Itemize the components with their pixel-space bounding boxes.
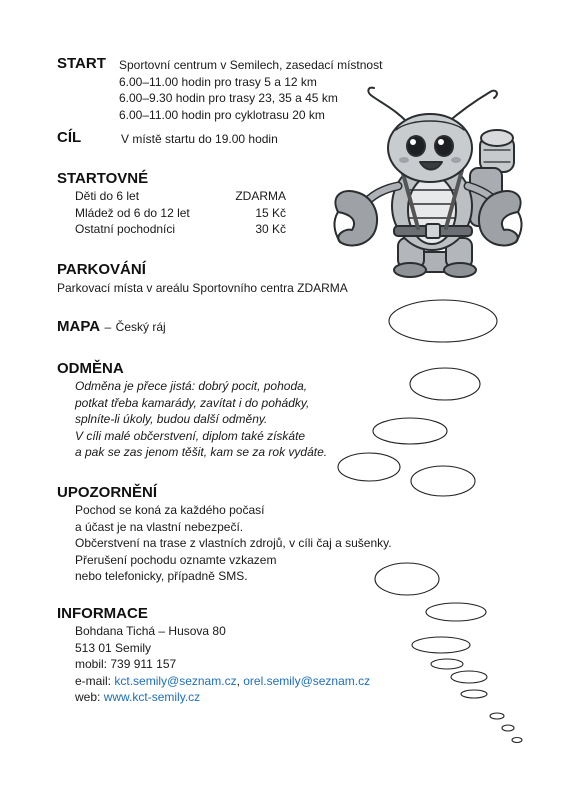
contact-mobile [75,656,370,673]
price-row [75,188,286,205]
thought-bubble [502,725,514,731]
poem-line: splníte-li úkoly, budou další odměny. [75,412,268,426]
price-category: Mládež od 6 do 12 let [75,205,190,220]
cil-heading: CÍL [57,129,82,146]
contact-web [75,689,370,706]
contact-email [75,673,370,690]
contact-city: 513 01 Semily [75,640,152,655]
web-label: web: [75,690,101,704]
price-value: 15 Kč [255,205,286,220]
poem-line: potkat třeba kamarády, zavítat i do pohádky, [75,395,310,410]
poem-line: Odměna je přece jistá: dobrý pocit, pohoda, [75,379,308,393]
price-row [75,221,286,238]
price-category: Děti do 6 let [75,189,140,203]
mobile-label: mobil: [75,657,108,671]
mapa-dash: – [104,320,112,334]
start-time-cycle: 6.00–11.00 hodin pro cyklotrasu 20 km [119,107,325,122]
notice-line: Přerušení pochodu oznamte vzkazem [75,552,277,567]
email-link-kct[interactable]: kct.semily@seznam.cz [114,673,237,688]
mobile-number: 739 911 157 [110,657,177,671]
contact-name: Bohdana Tichá – Husova 80 [75,624,226,638]
thought-bubble [512,738,522,743]
thought-bubble [490,713,504,719]
price-category: Ostatní pochodníci [75,222,176,236]
poem-line: V cíli malé občerstvení, diplom také získáte [75,428,306,443]
startovne-heading: STARTOVNÉ [57,170,149,187]
thought-bubble [431,659,463,669]
price-value: 30 Kč [255,222,286,236]
notice-line: a účast je na vlastní nebezpečí. [75,519,244,534]
thought-bubble [426,603,486,621]
parkovani-heading: PARKOVÁNÍ [57,261,146,278]
upozorneni-text [75,502,392,585]
email-separator: , [236,673,244,688]
email-label: e-mail: [75,673,112,688]
email-link-orel[interactable]: orel.semily@seznam.cz [243,673,371,688]
mapa-text: Český ráj [115,320,166,334]
thought-bubble [389,300,497,342]
thought-bubble [412,637,470,653]
start-time-short: 6.00–11.00 hodin pro trasy 5 a 12 km [119,74,317,89]
odmena-poem [75,378,327,461]
thought-bubble [338,453,400,481]
mapa-heading: MAPA [57,318,101,335]
mapa-line [57,318,166,336]
parkovani-text: Parkovací místa v areálu Sportovního centra ZDARMA [57,281,348,295]
price-table [75,188,286,238]
notice-line: Občerstvení na trase z vlastních zdrojů, v cíli čaj a sušenky. [75,536,392,550]
upozorneni-heading: UPOZORNĚNÍ [57,484,158,501]
web-link[interactable]: www.kct-semily.cz [103,690,201,704]
thought-bubble [373,418,447,444]
thought-bubble [461,690,487,698]
start-details [119,57,382,123]
notice-line: nebo telefonicky, případně SMS. [75,569,248,583]
thought-bubble [411,466,475,496]
notice-line: Pochod se koná za každého počasí [75,503,265,517]
start-time-long: 6.00–9.30 hodin pro trasy 23, 35 a 45 km [119,91,338,105]
thought-bubble [451,671,487,683]
start-location: Sportovní centrum v Semilech, zasedací místnost [119,58,383,72]
thought-bubble [410,368,480,400]
start-heading: START [57,55,106,72]
poem-line: a pak se zas jenom těšit, kam se za rok vydáte. [75,445,328,459]
odmena-heading: ODMĚNA [57,360,124,377]
price-row [75,205,286,222]
contact-block [75,623,370,706]
informace-heading: INFORMACE [57,605,148,622]
price-value: ZDARMA [235,189,286,203]
cil-text: V místě startu do 19.00 hodin [121,132,278,146]
